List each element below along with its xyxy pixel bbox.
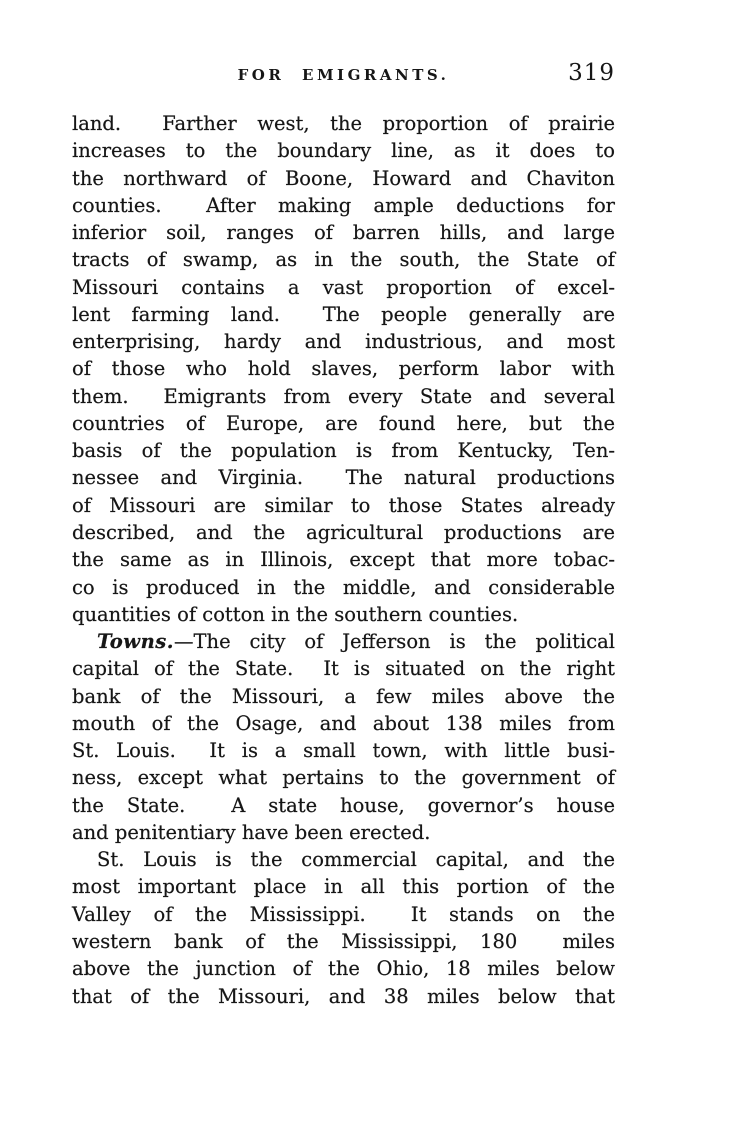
- text-line: western bank of the Mississippi, 180 miles: [72, 929, 615, 953]
- text-line: of Missouri are similar to those States already: [72, 493, 615, 517]
- text-line: quantities of cotton in the southern counties.: [72, 602, 519, 626]
- text-line: nessee and Virginia. The natural productions: [72, 466, 615, 490]
- text-line: the northward of Boone, Howard and Chaviton: [72, 166, 615, 190]
- text-line: basis of the population is from Kentucky, Ten-: [72, 439, 615, 463]
- text-line: of those who hold slaves, perform labor with: [72, 357, 615, 381]
- text-line: above the junction of the Ohio, 18 miles below: [72, 957, 615, 981]
- text-line: Missouri contains a vast proportion of excel-: [72, 275, 615, 299]
- text-line: tracts of swamp, as in the south, the State of: [72, 248, 615, 272]
- text-line: [72, 628, 615, 655]
- text-line: Valley of the Mississippi. It stands on the: [72, 902, 615, 926]
- text-line: St. Louis. It is a small town, with little busi-: [72, 739, 615, 763]
- paragraph-missouri-land: [72, 110, 615, 628]
- page-header: [72, 60, 615, 90]
- text-line: increases to the boundary line, as it does to: [72, 139, 615, 163]
- paragraph-st-louis: [72, 846, 615, 1010]
- text-line: counties. After making ample deductions for: [72, 193, 615, 217]
- text-line: land. Farther west, the proportion of prairie: [72, 112, 615, 135]
- paragraph-towns-jefferson: [72, 628, 615, 846]
- text-line: countries of Europe, are found here, but the: [72, 411, 615, 435]
- text-block: [72, 110, 615, 1010]
- running-title: FOR EMIGRANTS.: [237, 66, 450, 84]
- text-line: enterprising, hardy and industrious, and most: [72, 330, 615, 354]
- text-line: most important place in all this portion of the: [72, 875, 615, 899]
- text-line: that of the Missouri, and 38 miles below that: [72, 984, 615, 1008]
- text-line: ness, except what pertains to the government of: [72, 766, 615, 790]
- text-line: capital of the State. It is situated on the right: [72, 657, 615, 681]
- text-line: mouth of the Osage, and about 138 miles from: [72, 711, 615, 735]
- text-line: bank of the Missouri, a few miles above the: [72, 684, 615, 708]
- text-line: St. Louis is the commercial capital, and the: [97, 848, 615, 872]
- text-line: them. Emigrants from every State and several: [72, 384, 615, 408]
- text-line: co is produced in the middle, and considerable: [72, 575, 615, 599]
- text-line: inferior soil, ranges of barren hills, and large: [72, 221, 615, 245]
- italic-lead: Towns.: [97, 630, 175, 654]
- text-line: the same as in Illinois, except that more tobac-: [72, 548, 615, 572]
- line-text: —The city of Jefferson is the political: [174, 630, 615, 654]
- text-line: described, and the agricultural productions are: [72, 520, 615, 544]
- text-line: and penitentiary have been erected.: [72, 820, 431, 844]
- text-line: lent farming land. The people generally are: [72, 302, 615, 326]
- text-line: the State. A state house, governor’s house: [72, 793, 615, 817]
- page-number: 319: [568, 60, 615, 86]
